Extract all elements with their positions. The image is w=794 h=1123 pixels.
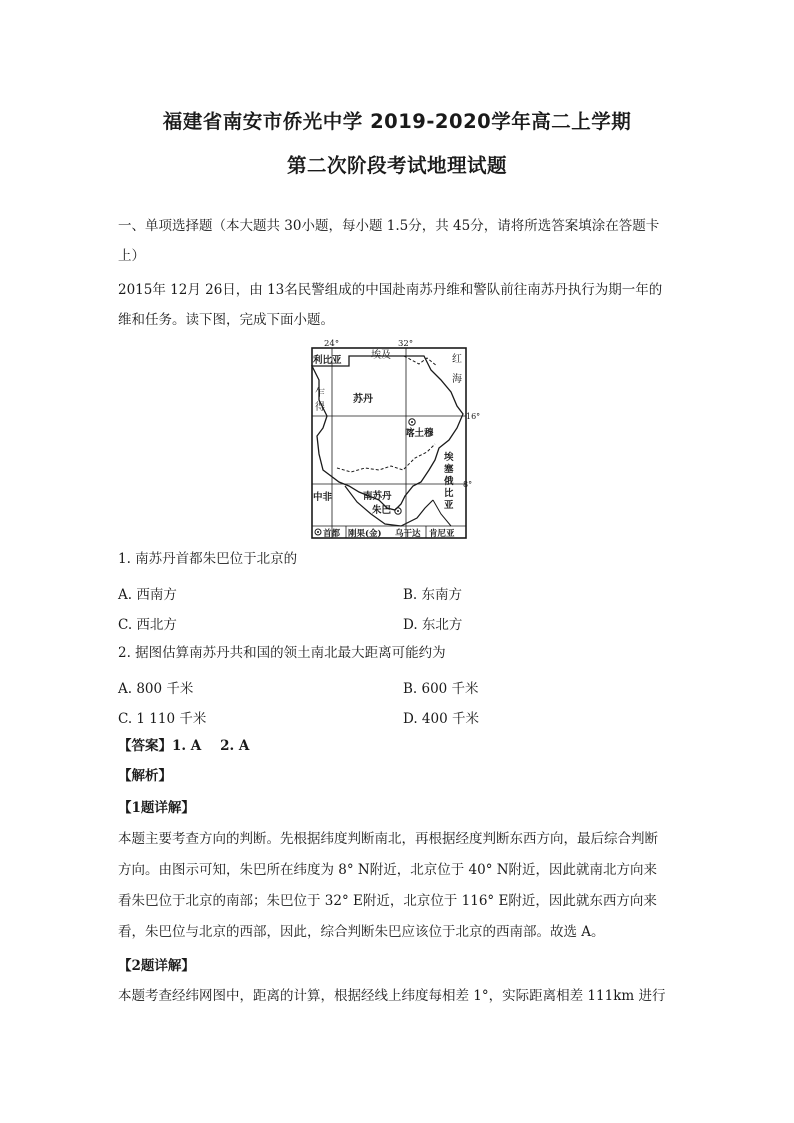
sudan-map-figure — [309, 336, 481, 542]
intro-line2: 维和任务。读下图，完成下面小题。 — [118, 312, 334, 328]
document-title-line2: 第二次阶段考试地理试题 — [286, 154, 507, 177]
question-1-stem: 1. 南苏丹首都朱巴位于北京的 — [118, 551, 298, 567]
label-car: 中非 — [313, 492, 333, 503]
intro-line1: 2015年 12月 26日，由 13名民警组成的中国赴南苏丹维和警队前往南苏丹执行为期一年的 — [118, 282, 663, 298]
section-heading-line2: 上） — [118, 248, 145, 264]
label-sudan: 苏丹 — [353, 394, 373, 405]
label-drc: 刚果(金) — [348, 529, 382, 539]
q2-option-d: D. 400 千米 — [403, 711, 479, 727]
q1-option-c: C. 西北方 — [118, 617, 177, 633]
q1-option-a: A. 西南方 — [118, 587, 177, 603]
label-juba: 朱巴 — [372, 505, 392, 516]
label-ethiopia-3: 俄 — [444, 476, 454, 487]
label-ethiopia-4: 比 — [444, 488, 454, 499]
detail-1-line2: 方向。由图示可知，朱巴所在纬度为 8° N附近，北京位于 40° N附近，因此就南北方向来 — [118, 862, 658, 878]
label-kenya: 肯尼亚 — [429, 529, 455, 539]
detail-1-line1: 本题主要考查方向的判断。先根据纬度判断南北，再根据经度判断东西方向，最后综合判断 — [118, 831, 658, 847]
label-ethiopia-1: 埃 — [444, 452, 454, 463]
section-heading-line1: 一、单项选择题（本大题共 30小题，每小题 1.5分，共 45分，请将所选答案填涂在答题卡 — [118, 218, 660, 234]
q1-option-d: D. 东北方 — [403, 617, 463, 633]
lon-label-32: 32° — [398, 339, 414, 349]
lat-label-8: 8° — [463, 480, 473, 489]
label-chad-2: 得 — [315, 402, 325, 413]
detail-1-line3: 看朱巴位于北京的南部；朱巴位于 32° E附近，北京位于 116° E附近，因此就东西方向来 — [118, 893, 657, 909]
q1-option-b: B. 东南方 — [403, 587, 463, 603]
detail-1-line4: 看，朱巴位与北京的西部，因此，综合判断朱巴应该位于北京的西南部。故选 A。 — [118, 924, 605, 940]
detail-2-line1: 本题考查经纬网图中，距离的计算，根据经线上纬度每相差 1°，实际距离相差 111km 进行 — [118, 988, 666, 1004]
label-ethiopia-2: 塞 — [444, 464, 454, 475]
label-red-sea-2: 海 — [452, 374, 462, 385]
question-2-stem: 2. 据图估算南苏丹共和国的领土南北最大距离可能约为 — [118, 645, 446, 661]
label-red-sea-1: 红 — [452, 354, 462, 365]
label-khartoum: 喀土穆 — [405, 428, 434, 439]
label-libya: 利比亚 — [313, 355, 342, 366]
detail-1-heading: 【1题详解】 — [118, 800, 195, 816]
label-chad-1: 乍 — [315, 388, 325, 399]
q2-option-b: B. 600 千米 — [403, 681, 479, 697]
lon-label-24: 24° — [324, 339, 340, 349]
lat-label-16: 16° — [466, 412, 481, 421]
q2-option-c: C. 1 110 千米 — [118, 711, 207, 727]
label-south-sudan: 南苏丹 — [363, 491, 392, 502]
legend-capital-label: 首都 — [323, 529, 341, 539]
label-egypt: 埃及 — [371, 350, 391, 361]
q2-option-a: A. 800 千米 — [118, 681, 194, 697]
document-title-line1: 福建省南安市侨光中学 2019-2020学年高二上学期 — [162, 110, 632, 133]
answer-line: 【答案】1. A 2. A — [118, 738, 250, 754]
label-uganda: 乌干达 — [395, 529, 421, 539]
detail-2-heading: 【2题详解】 — [118, 958, 195, 974]
analysis-heading: 【解析】 — [118, 768, 172, 784]
label-ethiopia-5: 亚 — [444, 500, 454, 511]
